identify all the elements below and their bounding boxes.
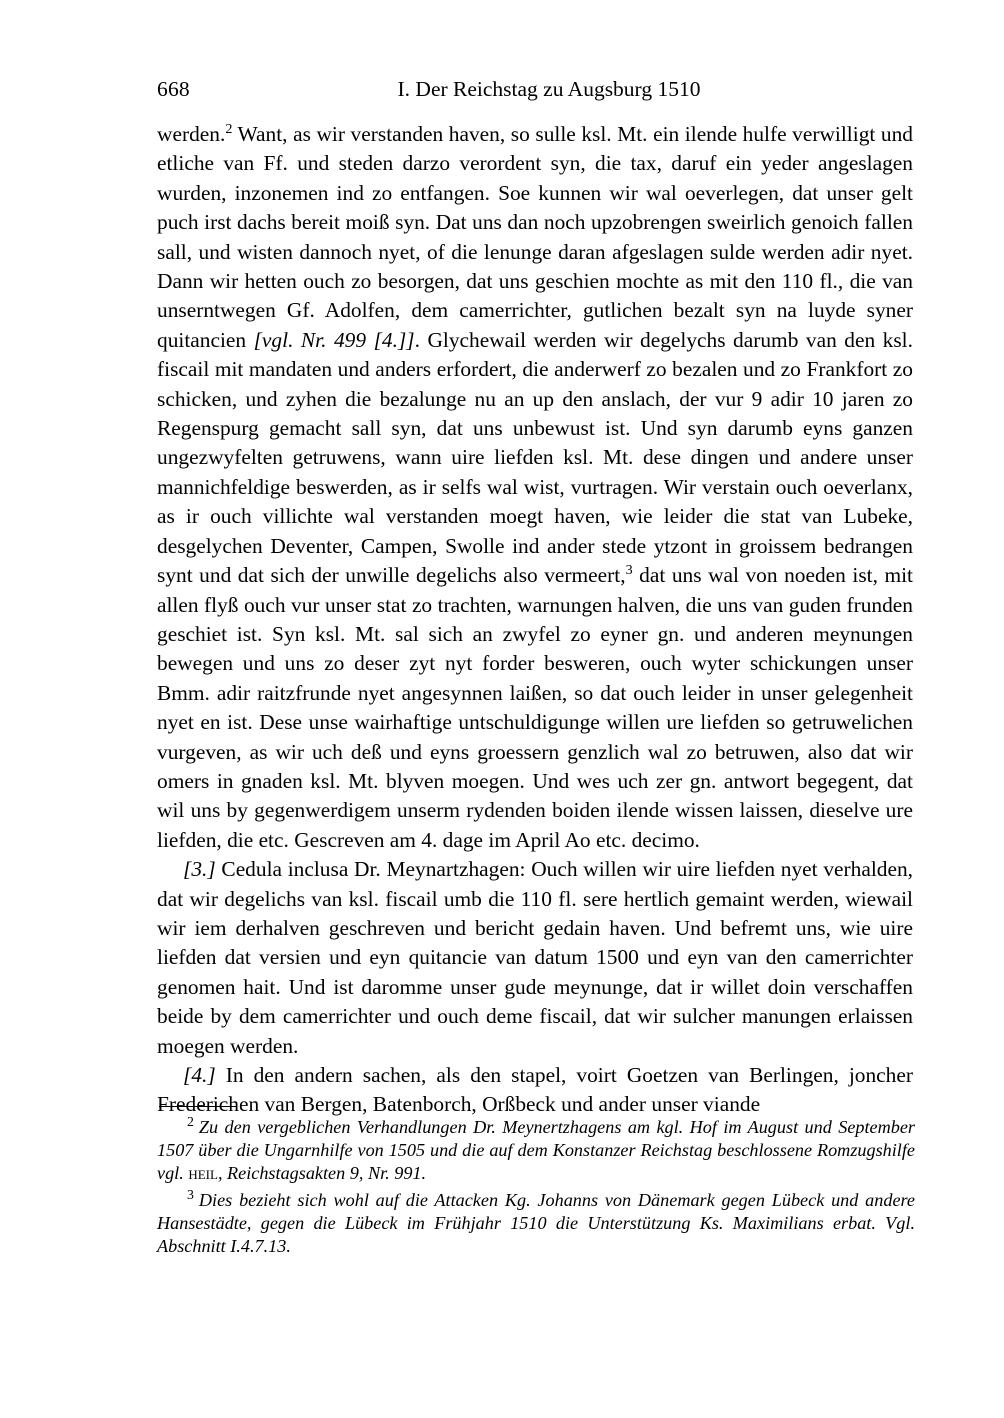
footnote-text-cont: , Reichstagsakten 9, Nr. 991. [217, 1163, 427, 1184]
footnote-marker-3: 3 [625, 561, 633, 578]
section-marker-4: [4.] [183, 1063, 216, 1087]
page-number: 668 [157, 77, 190, 101]
paragraph-1-text-b: . Glychewail werden wir degelychs darumb van den ksl. fiscail mit mandaten und anders erfordert, die anderwerf zo bezalen und zo Frankfort zo schicken, und zyhen die bezalunge nu an up den anslach, der vur 9 adir 10 jaren zo Regenspurg gemacht sall syn, dat uns unbewust ist. Und syn darumb eyns ganzen ungezwyfelten getruwens, wann uire liefden ksl. Mt. dese dingen und andere unser mannichfeldige beswerden, as ir selfs wal wist, vurtragen. Wir verstain ouch oeverlanx, as ir ouch villichte wal verstanden moegt haven, wie leider die stat van Lubeke, desgelychen Deventer, Campen, Swolle ind ander stede ytzont in groissem bedrangen synt und dat sich der unwille degelichs also vermeert, [157, 327, 913, 588]
footnote-author-smallcaps: heil [188, 1163, 218, 1184]
footnote-area [157, 1106, 915, 1258]
running-head [157, 72, 913, 106]
footnote-separator-rule [159, 1106, 237, 1107]
running-head-title: I. Der Reichstag zu Augsburg 1510 [397, 77, 701, 101]
paragraph-section-3 [157, 855, 913, 1061]
footnote-number: 3 [187, 1186, 194, 1202]
footnote-marker-2: 2 [225, 120, 233, 137]
paragraph-continuation [157, 120, 913, 855]
body-text [157, 120, 913, 1120]
paragraph-1-text-a: Want, as wir verstanden haven, so sulle ksl. Mt. ein ilende hulfe verwilligt und etliche van Ff. und steden darzo verordent syn, die tax, daruf ein yeder angeslagen wurden, inzonemen ind zo entfangen. Soe kunnen wir wal oeverlegen, dat unser gelt puch irst dachs bereit moiß syn. Dat uns dan noch upzobrengen sweirlich genoich fallen sall, und wisten dannoch nyet, of die lenunge daran afgeslagen sulde werden adir nyet. Dann wir hetten ouch zo besorgen, dat uns geschien mochte as mit den 110 fl., die van unserntwegen Gf. Adolfen, dem camerrichter, gutlichen bezalt syn na luyde syner quitancien [157, 122, 913, 352]
paragraph-2-text: Cedula inclusa Dr. Meynartzhagen: Ouch willen wir uire liefden nyet verhalden, dat wir degelichs van ksl. fiscail umb die 110 fl. sere hertlich gemaint werden, wiewail wir iem derhalven geschreven und bericht gedain haven. Und befremt uns, wie uire liefden dat versien und eyn quitancie van datum 1500 und eyn van den camerrichter genomen hait. Und ist daromme unser gude meynunge, dat ir willet doin verschaffen beide by dem camerrichter und ouch deme fiscail, dat wir sulcher manungen erlaissen moegen werden. [157, 857, 913, 1058]
footnote-item [157, 1186, 915, 1259]
footnote-text: Dies bezieht sich wohl auf die Attacken Kg. Johanns von Dänemark gegen Lübeck und andere Hansestädte, gegen die Lübeck im Frühjahr 1510 die Unterstützung Ks. Maximilians erbat. Vgl. Abschnitt I.4.7.13. [157, 1189, 915, 1257]
page-content [157, 72, 913, 1120]
paragraph-3-text: In den andern sachen, als den stapel, voirt Goetzen van Berlingen, joncher Frederichen van Bergen, Batenborch, Orßbeck und ander unser viande [157, 1063, 913, 1117]
footnote-item [157, 1113, 915, 1186]
paragraph-1-text-c: dat uns wal von noeden ist, mit allen flyß ouch vur unser stat zo trachten, warnungen halven, die uns van guden frunden geschiet ist. Syn ksl. Mt. sal sich an zwyfel zo eyner gn. und anderen meynungen bewegen und uns zo deser zyt nyt forder besweren, ouch wyter schickungen unser Bmm. adir raitzfrunde nyet angesynnen laißen, so dat ouch leider in unser gelegenheit nyet en ist. Dese unse wairhaftige untschuldigunge willen ure liefden so getruwelichen vurgeven, as wir uch deß und eyns groessern genzlich wal zo betruwen, also dat wir omers in gnaden ksl. Mt. blyven moegen. Und wes uch zer gn. antwort begegent, dat wil uns by gegenwerdigem unserm rydenden boiden ilende wissen laissen, dieselve ure liefden, die etc. Gescreven am 4. dage im April Ao etc. decimo. [157, 563, 913, 852]
footnote-text: Zu den vergeblichen Verhandlungen Dr. Meynertzhagens am kgl. Hof im August und September 1507 über die Ungarnhilfe von 1505 und die auf dem Konstanzer Reichstag beschlossene Romzugshilfe vgl. [157, 1117, 915, 1184]
paragraph-lead-word: werden. [157, 122, 226, 146]
section-marker-3: [3.] [183, 857, 216, 882]
footnote-number: 2 [187, 1113, 194, 1129]
cross-reference-citation: [vgl. Nr. 499 [4.]] [253, 327, 415, 352]
